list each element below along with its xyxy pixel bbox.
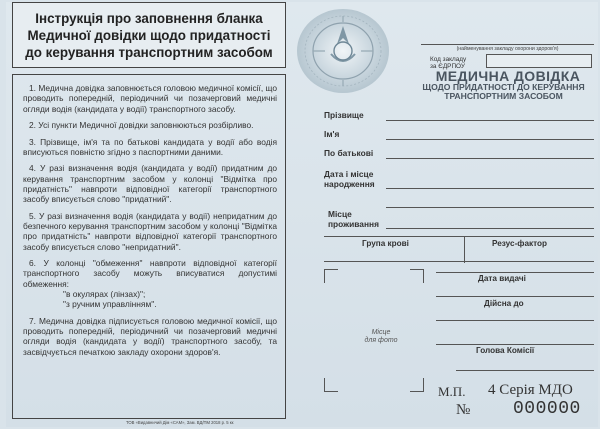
instructions-title-line: до керування транспортним засобом: [25, 44, 273, 60]
institution-line: [421, 44, 594, 45]
document-number: 000000: [513, 399, 581, 419]
document-title: МЕДИЧНА ДОВІДКА: [435, 68, 581, 84]
instruction-subitem: "з ручним управлінням".: [63, 299, 157, 310]
institution-caption: (найменування закладу охорони здоров'я): [456, 46, 559, 52]
instruction-item: 2. Усі пункти Медичної довідки заповнюються розбірливо.: [29, 120, 254, 131]
commission-signature-field[interactable]: [456, 370, 594, 371]
instruction-item: 7. Медична довідка підписується головою медичної комісії, що проводить попередній, періодичний чи позачерговий медичні огляди водія (кандидата у водії) транспортного засобу, та засвідчується печаткою закладу охорони здоров'я.: [23, 315, 277, 357]
hologram-seal-icon: [293, 6, 393, 96]
institution-code-field[interactable]: [486, 54, 592, 68]
blood-group-label: Група крові: [362, 239, 409, 248]
issue-date-field[interactable]: [436, 296, 594, 297]
document-subtitle: [411, 83, 596, 101]
document-subtitle-line: ТРАНСПОРТНИМ ЗАСОБОМ: [444, 91, 563, 101]
rh-factor-label: Резус-фактор: [492, 239, 548, 248]
instructions-title-line: Медичної довідки щодо придатності: [27, 27, 271, 43]
instruction-subitem: "в окулярах (лінзах)";: [63, 288, 146, 299]
surname-field[interactable]: [386, 120, 594, 121]
valid-until-field[interactable]: [436, 320, 594, 321]
birth-label-line: Дата і місце: [324, 169, 374, 179]
code-label-line: Код закладу: [430, 56, 467, 63]
patronymic-field[interactable]: [386, 158, 594, 159]
blood-info-box: [324, 236, 594, 262]
instruction-item: 4. У разі визначення водія (кандидата у водії) придатним до керування транспортним засобом у колонці "Відмітка про придатність" навпроти відповідної категорії транспортного засобу вписується слово "придатний".: [23, 163, 277, 205]
residence-field-2[interactable]: [386, 228, 594, 229]
name-field[interactable]: [386, 139, 594, 140]
birth-label-line: народження: [324, 179, 375, 189]
number-sign: №: [456, 402, 471, 418]
photo-caption-line: Місце: [371, 329, 391, 336]
birth-field[interactable]: [386, 188, 594, 189]
series: 4 Серія МДО: [488, 382, 573, 398]
instructions-title-line: Інструкція про заповнення бланка: [35, 10, 263, 26]
document-subtitle-line: ЩОДО ПРИДАТНОСТІ ДО КЕРУВАННЯ: [422, 82, 585, 92]
surname-label: Прізвище: [324, 110, 364, 120]
residence-field-1[interactable]: [386, 207, 594, 208]
photo-corner: [410, 378, 424, 392]
instruction-item: 6. У колонці "обмеження" навпроти відповідної категорії транспортного засобу можуть вписуватися допустимі обмеження:: [23, 258, 277, 289]
residence-label-line: Місце: [328, 209, 352, 219]
photo-corner: [324, 269, 338, 283]
photo-corner: [410, 269, 424, 283]
certificate-sheet: [6, 2, 598, 427]
commission-head-label: Голова Комісії: [476, 346, 535, 355]
instruction-item: 1. Медична довідка заповнюється головою медичної комісії, що проводить попередній, періодичний чи позачерговий медичні огляди водія (кандидата у водії) транспортного засобу.: [23, 83, 277, 114]
print-info: ТОВ «Видавничий Дім «САМ», Зам. ВД/ПМ 2018 р. 5 кк: [126, 420, 234, 425]
code-label-line: за ЄДРПОУ: [430, 63, 465, 70]
issue-date-label: Дата видачі: [478, 274, 526, 283]
birth-label: [324, 169, 375, 189]
name-label: Ім'я: [324, 129, 340, 139]
instruction-item: 3. Прізвище, ім'я та по батькові кандидата у водії або водія вписуються повністю згідно з паспортними даними.: [23, 136, 277, 157]
photo-corner: [324, 378, 338, 392]
photo-caption-line: для фото: [364, 337, 398, 344]
instruction-item: 5. У разі визначення водія (кандидата у водії) непридатним до безпечного керування транспортним засобом у колонці "Відмітка про придатність" навпроти відповідної категорії транспортного засобу вписується слово "непридатний".: [23, 210, 277, 252]
stamp-place: М.П.: [438, 384, 466, 399]
blood-box-divider: [464, 237, 465, 263]
patronymic-label: По батькові: [324, 148, 374, 158]
residence-label: [328, 209, 379, 229]
commission-line[interactable]: [436, 344, 594, 345]
right-field-line[interactable]: [436, 272, 594, 273]
instructions-title: [12, 2, 286, 68]
instructions-body: [12, 74, 286, 419]
valid-until-label: Дійсна до: [484, 299, 524, 308]
photo-caption: [356, 329, 406, 345]
residence-label-line: проживання: [328, 219, 379, 229]
